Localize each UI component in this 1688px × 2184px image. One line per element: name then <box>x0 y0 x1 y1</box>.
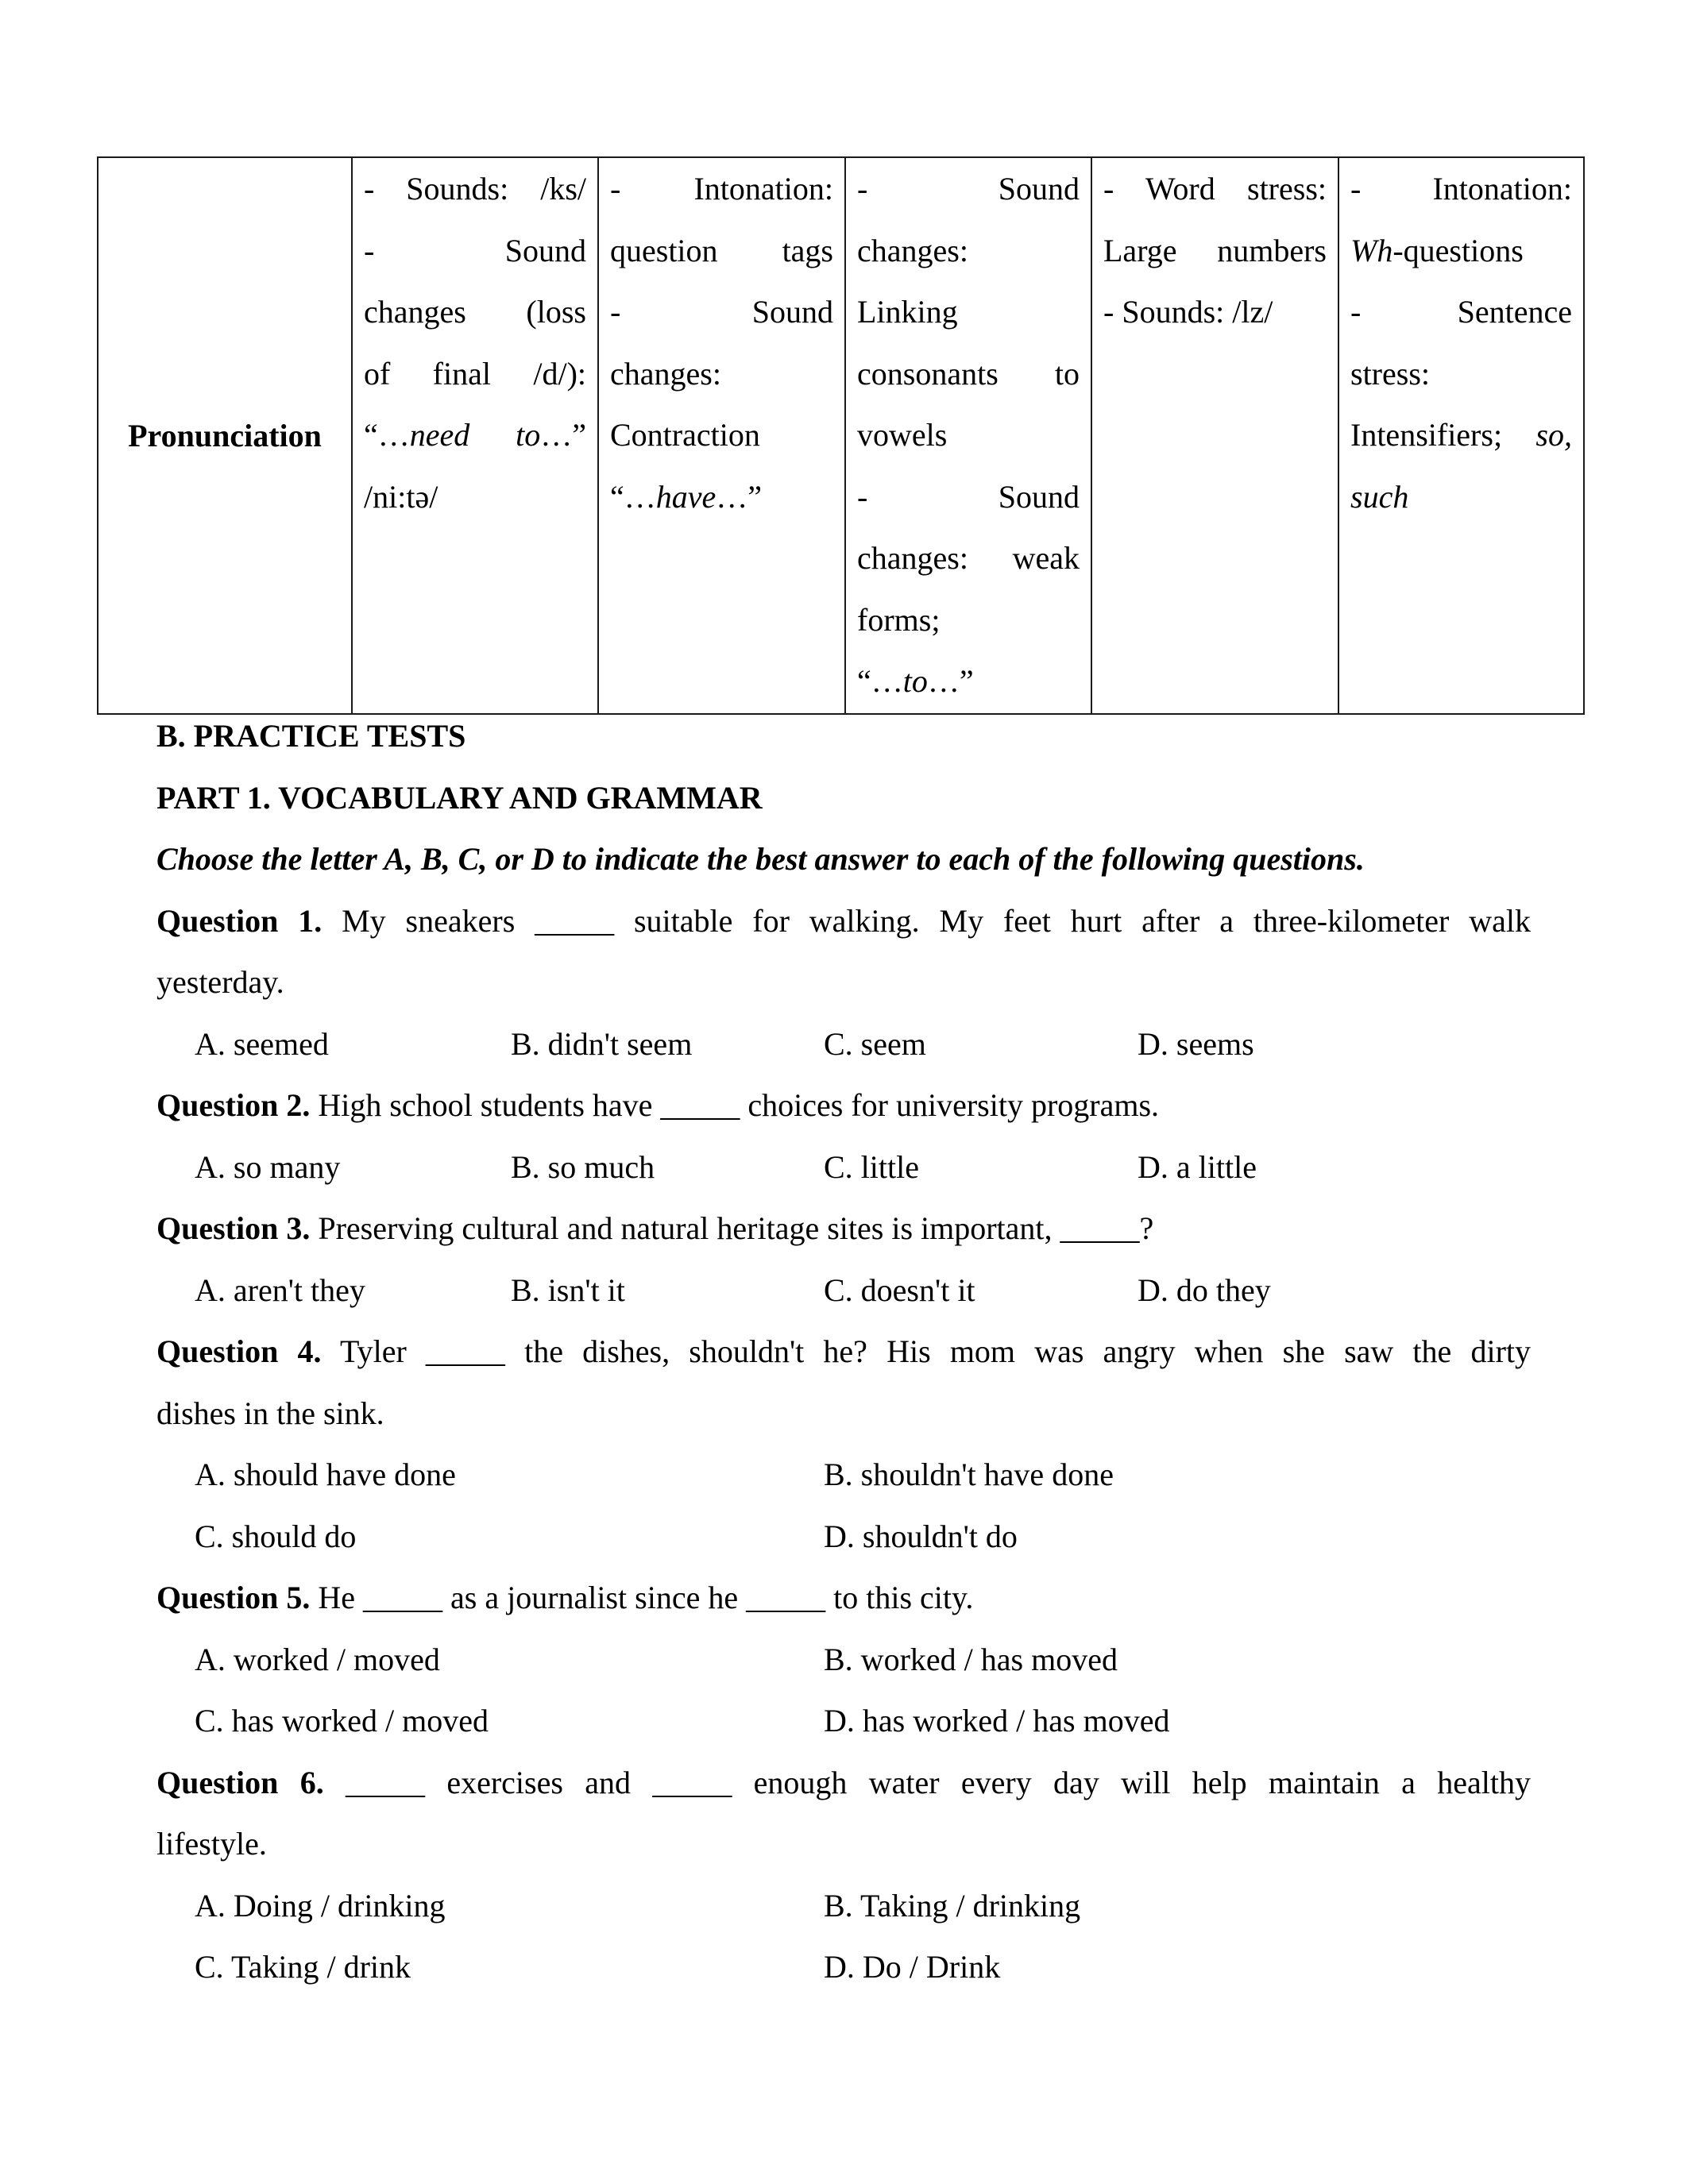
cell-text-line <box>364 343 586 405</box>
answer-option-b[interactable]: B. so much <box>511 1148 655 1185</box>
question-text: _____ exercises and _____ enough water every day will help maintain a healthy <box>323 1764 1531 1800</box>
cell-text: Large numbers <box>1103 232 1327 268</box>
pronunciation-table <box>97 156 1585 715</box>
answer-option-d[interactable]: D. has worked / has moved <box>824 1703 1170 1738</box>
question-label: Question 3. <box>156 1210 311 1246</box>
cell-text: - Intonation: <box>1350 171 1572 206</box>
cell-text-line <box>1350 404 1572 466</box>
cell-text: - Sound <box>364 232 586 268</box>
practice-section <box>156 705 1531 1998</box>
question-text: High school students have _____ choices for university programs. <box>310 1087 1160 1123</box>
cell-text-line <box>1103 220 1327 282</box>
section-title: B. PRACTICE TESTS <box>156 718 466 754</box>
answer-option-c[interactable]: C. little <box>824 1148 919 1185</box>
cell-text-line <box>364 158 586 220</box>
question-1 <box>156 890 1531 1075</box>
cell-text-line <box>1350 158 1572 220</box>
cell-text: - Sounds: /lz/ <box>1103 294 1273 330</box>
options-row <box>156 1136 1531 1198</box>
answer-option-b[interactable]: B. worked / has moved <box>824 1641 1118 1677</box>
cell-text: …” <box>540 417 586 453</box>
question-text-continued: yesterday. <box>156 964 284 1000</box>
cell-text: - Word stress: <box>1103 171 1327 206</box>
options-row <box>156 1936 1531 1998</box>
options-row <box>156 1690 1531 1752</box>
italic-text: Wh <box>1350 232 1393 268</box>
question-2 <box>156 1075 1531 1198</box>
question-stem <box>156 1198 1531 1260</box>
options-row <box>156 1444 1531 1506</box>
table-cell-unit-3 <box>845 157 1091 714</box>
cell-text: “… <box>364 417 410 453</box>
cell-text-line <box>610 220 833 282</box>
cell-text-line <box>857 343 1080 405</box>
cell-text-line <box>610 404 833 466</box>
answer-option-c[interactable]: C. has worked / moved <box>195 1703 489 1738</box>
cell-text: - Intonation: <box>610 171 833 206</box>
cell-text: /ni:tə/ <box>364 478 438 515</box>
cell-text: - Sound <box>610 294 833 330</box>
question-6 <box>156 1752 1531 1998</box>
answer-option-c[interactable]: C. seem <box>824 1025 926 1062</box>
cell-text-line <box>857 220 1080 282</box>
cell-text: …” <box>716 478 763 515</box>
cell-text: changes: <box>857 232 968 268</box>
table-cell-unit-1 <box>352 157 598 714</box>
answer-option-c[interactable]: C. should do <box>195 1518 357 1554</box>
italic-text: have <box>655 478 717 515</box>
options-row <box>156 1506 1531 1568</box>
question-stem <box>156 1321 1531 1383</box>
cell-text: forms; <box>857 601 941 638</box>
question-label: Question 4. <box>156 1333 322 1369</box>
cell-text-line <box>857 650 1080 712</box>
cell-text: - Sentence <box>1350 294 1572 330</box>
question-text: He _____ as a journalist since he _____ to this city. <box>310 1580 974 1615</box>
question-4 <box>156 1321 1531 1567</box>
cell-text: changes: <box>610 355 721 392</box>
italic-text: to <box>902 663 928 699</box>
cell-text: “… <box>610 478 656 515</box>
answer-option-b[interactable]: B. isn't it <box>511 1271 625 1308</box>
cell-text-line <box>857 466 1080 528</box>
cell-text-line <box>1103 158 1327 220</box>
cell-text: vowels <box>857 417 948 453</box>
cell-text-line <box>857 404 1080 466</box>
options-row <box>156 1260 1531 1322</box>
question-text: My sneakers _____ suitable for walking. My feet hurt after a three-kilometer walk <box>322 902 1531 939</box>
cell-text: of final /d/): <box>364 355 586 392</box>
answer-option-d[interactable]: D. do they <box>1138 1271 1271 1308</box>
question-stem <box>156 1752 1531 1814</box>
answer-option-d[interactable]: D. Do / Drink <box>824 1949 1001 1985</box>
cell-text-line <box>857 589 1080 651</box>
question-text-continued: dishes in the sink. <box>156 1395 384 1431</box>
cell-text-line <box>1103 281 1327 343</box>
question-text-continued: lifestyle. <box>156 1826 267 1862</box>
answer-option-a[interactable]: A. aren't they <box>195 1271 365 1308</box>
answer-option-a[interactable]: A. Doing / drinking <box>195 1887 446 1924</box>
answer-option-c[interactable]: C. doesn't it <box>824 1271 975 1308</box>
cell-text: consonants to <box>857 355 1080 392</box>
cell-text: Contraction <box>610 417 760 453</box>
cell-text: changes (loss <box>364 294 586 330</box>
cell-text: changes: weak <box>857 540 1080 576</box>
italic-text: need to <box>409 417 541 453</box>
answer-option-b[interactable]: B. Taking / drinking <box>824 1887 1081 1924</box>
cell-text: stress: <box>1350 355 1430 392</box>
italic-text: such <box>1350 478 1409 515</box>
question-text: Tyler _____ the dishes, shouldn't he? His mom was angry when she saw the dirty <box>321 1333 1531 1369</box>
answer-option-a[interactable]: A. worked / moved <box>195 1641 440 1677</box>
cell-text-line <box>610 281 833 343</box>
question-label: Question 5. <box>156 1580 311 1615</box>
cell-text-line <box>364 466 586 528</box>
cell-text-line <box>364 404 586 466</box>
question-stem <box>156 1567 1531 1629</box>
question-5 <box>156 1567 1531 1752</box>
cell-text-line <box>610 466 833 528</box>
cell-text: Linking <box>857 294 958 330</box>
pronunciation-row <box>98 157 1584 714</box>
question-stem <box>156 890 1531 952</box>
question-3 <box>156 1198 1531 1321</box>
cell-text-line <box>857 527 1080 589</box>
cell-text: “… <box>857 663 903 699</box>
answer-option-d[interactable]: D. shouldn't do <box>824 1518 1018 1554</box>
cell-text: question tags <box>610 232 833 268</box>
answer-option-b[interactable]: B. shouldn't have done <box>824 1457 1114 1492</box>
cell-text: …” <box>927 663 974 699</box>
options-row <box>156 1875 1531 1937</box>
answer-option-d[interactable]: D. seems <box>1138 1025 1254 1062</box>
answer-option-d[interactable]: D. a little <box>1138 1148 1257 1185</box>
table-cell-unit-2 <box>598 157 845 714</box>
cell-text-line <box>1350 343 1572 405</box>
cell-text-line <box>364 281 586 343</box>
answer-option-b[interactable]: B. didn't seem <box>511 1025 693 1062</box>
question-label: Question 1. <box>156 902 323 939</box>
question-text: Preserving cultural and natural heritage sites is important, _____? <box>310 1210 1154 1246</box>
question-label: Question 2. <box>156 1087 311 1123</box>
cell-text-line <box>857 158 1080 220</box>
cell-text-line <box>1350 281 1572 343</box>
cell-text-line <box>610 343 833 405</box>
options-row <box>156 1013 1531 1075</box>
options-row <box>156 1629 1531 1691</box>
row-label-pronunciation: Pronunciation <box>98 157 352 714</box>
cell-text: - Sounds: /ks/ <box>364 171 586 206</box>
cell-text: Intensifiers; <box>1350 417 1536 453</box>
table-cell-unit-4 <box>1091 157 1338 714</box>
part-title: PART 1. VOCABULARY AND GRAMMAR <box>156 779 763 816</box>
cell-text-line <box>857 281 1080 343</box>
answer-option-c[interactable]: C. Taking / drink <box>195 1949 411 1985</box>
cell-text: -questions <box>1393 232 1524 268</box>
cell-text: - Sound <box>857 171 1080 206</box>
cell-text-line <box>1350 220 1572 282</box>
answer-option-a[interactable]: A. should have done <box>195 1457 456 1492</box>
answer-option-a[interactable]: A. so many <box>195 1148 341 1185</box>
cell-text: - Sound <box>857 478 1080 515</box>
italic-text: so, <box>1535 417 1572 453</box>
question-list <box>156 890 1531 1998</box>
cell-text-line <box>364 220 586 282</box>
answer-option-a[interactable]: A. seemed <box>195 1025 329 1062</box>
question-stem <box>156 1075 1531 1136</box>
question-label: Question 6. <box>156 1764 324 1800</box>
cell-text-line <box>1350 466 1572 528</box>
table-cell-unit-5 <box>1338 157 1584 714</box>
cell-text-line <box>610 158 833 220</box>
instruction-text: Choose the letter A, B, C, or D to indicate the best answer to each of the following questions. <box>156 841 1365 877</box>
